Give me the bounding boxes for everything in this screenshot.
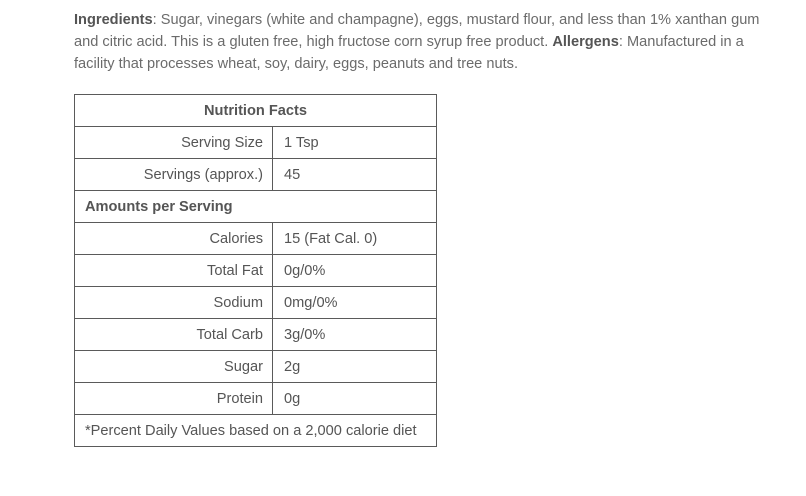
sugar-value: 2g <box>273 351 437 383</box>
calories-label: Calories <box>75 223 273 255</box>
table-row <box>75 127 437 159</box>
serving-size-label: Serving Size <box>75 127 273 159</box>
allergens-label: Allergens <box>552 34 619 50</box>
table-row <box>75 223 437 255</box>
total-carb-value: 3g/0% <box>273 319 437 351</box>
description-paragraph <box>74 9 774 75</box>
table-row <box>75 319 437 351</box>
section-row <box>75 191 437 223</box>
product-description <box>74 9 774 75</box>
table-row <box>75 159 437 191</box>
table-row <box>75 255 437 287</box>
protein-value: 0g <box>273 383 437 415</box>
serving-size-value: 1 Tsp <box>273 127 437 159</box>
table-row <box>75 351 437 383</box>
servings-value: 45 <box>273 159 437 191</box>
servings-label: Servings (approx.) <box>75 159 273 191</box>
table-row <box>75 287 437 319</box>
nutrition-facts-title: Nutrition Facts <box>75 95 437 127</box>
ingredients-text: : Sugar, vinegars (white and champagne), eggs, mustard flour, and less than 1% xanthan gum and citric acid. This is a gluten free, high fructose corn syrup free product. <box>74 12 760 50</box>
allergens-text: : Manufactured in a facility that processes wheat, soy, dairy, eggs, peanuts and tree nuts. <box>74 34 744 72</box>
nutrition-facts-table <box>74 94 437 447</box>
daily-values-footnote: *Percent Daily Values based on a 2,000 calorie diet <box>75 415 437 447</box>
calories-value: 15 (Fat Cal. 0) <box>273 223 437 255</box>
sugar-label: Sugar <box>75 351 273 383</box>
amounts-per-serving-heading: Amounts per Serving <box>75 191 437 223</box>
sodium-value: 0mg/0% <box>273 287 437 319</box>
table-header-row <box>75 95 437 127</box>
total-fat-value: 0g/0% <box>273 255 437 287</box>
total-fat-label: Total Fat <box>75 255 273 287</box>
protein-label: Protein <box>75 383 273 415</box>
footnote-row <box>75 415 437 447</box>
total-carb-label: Total Carb <box>75 319 273 351</box>
ingredients-label: Ingredients <box>74 12 153 28</box>
sodium-label: Sodium <box>75 287 273 319</box>
table-row <box>75 383 437 415</box>
